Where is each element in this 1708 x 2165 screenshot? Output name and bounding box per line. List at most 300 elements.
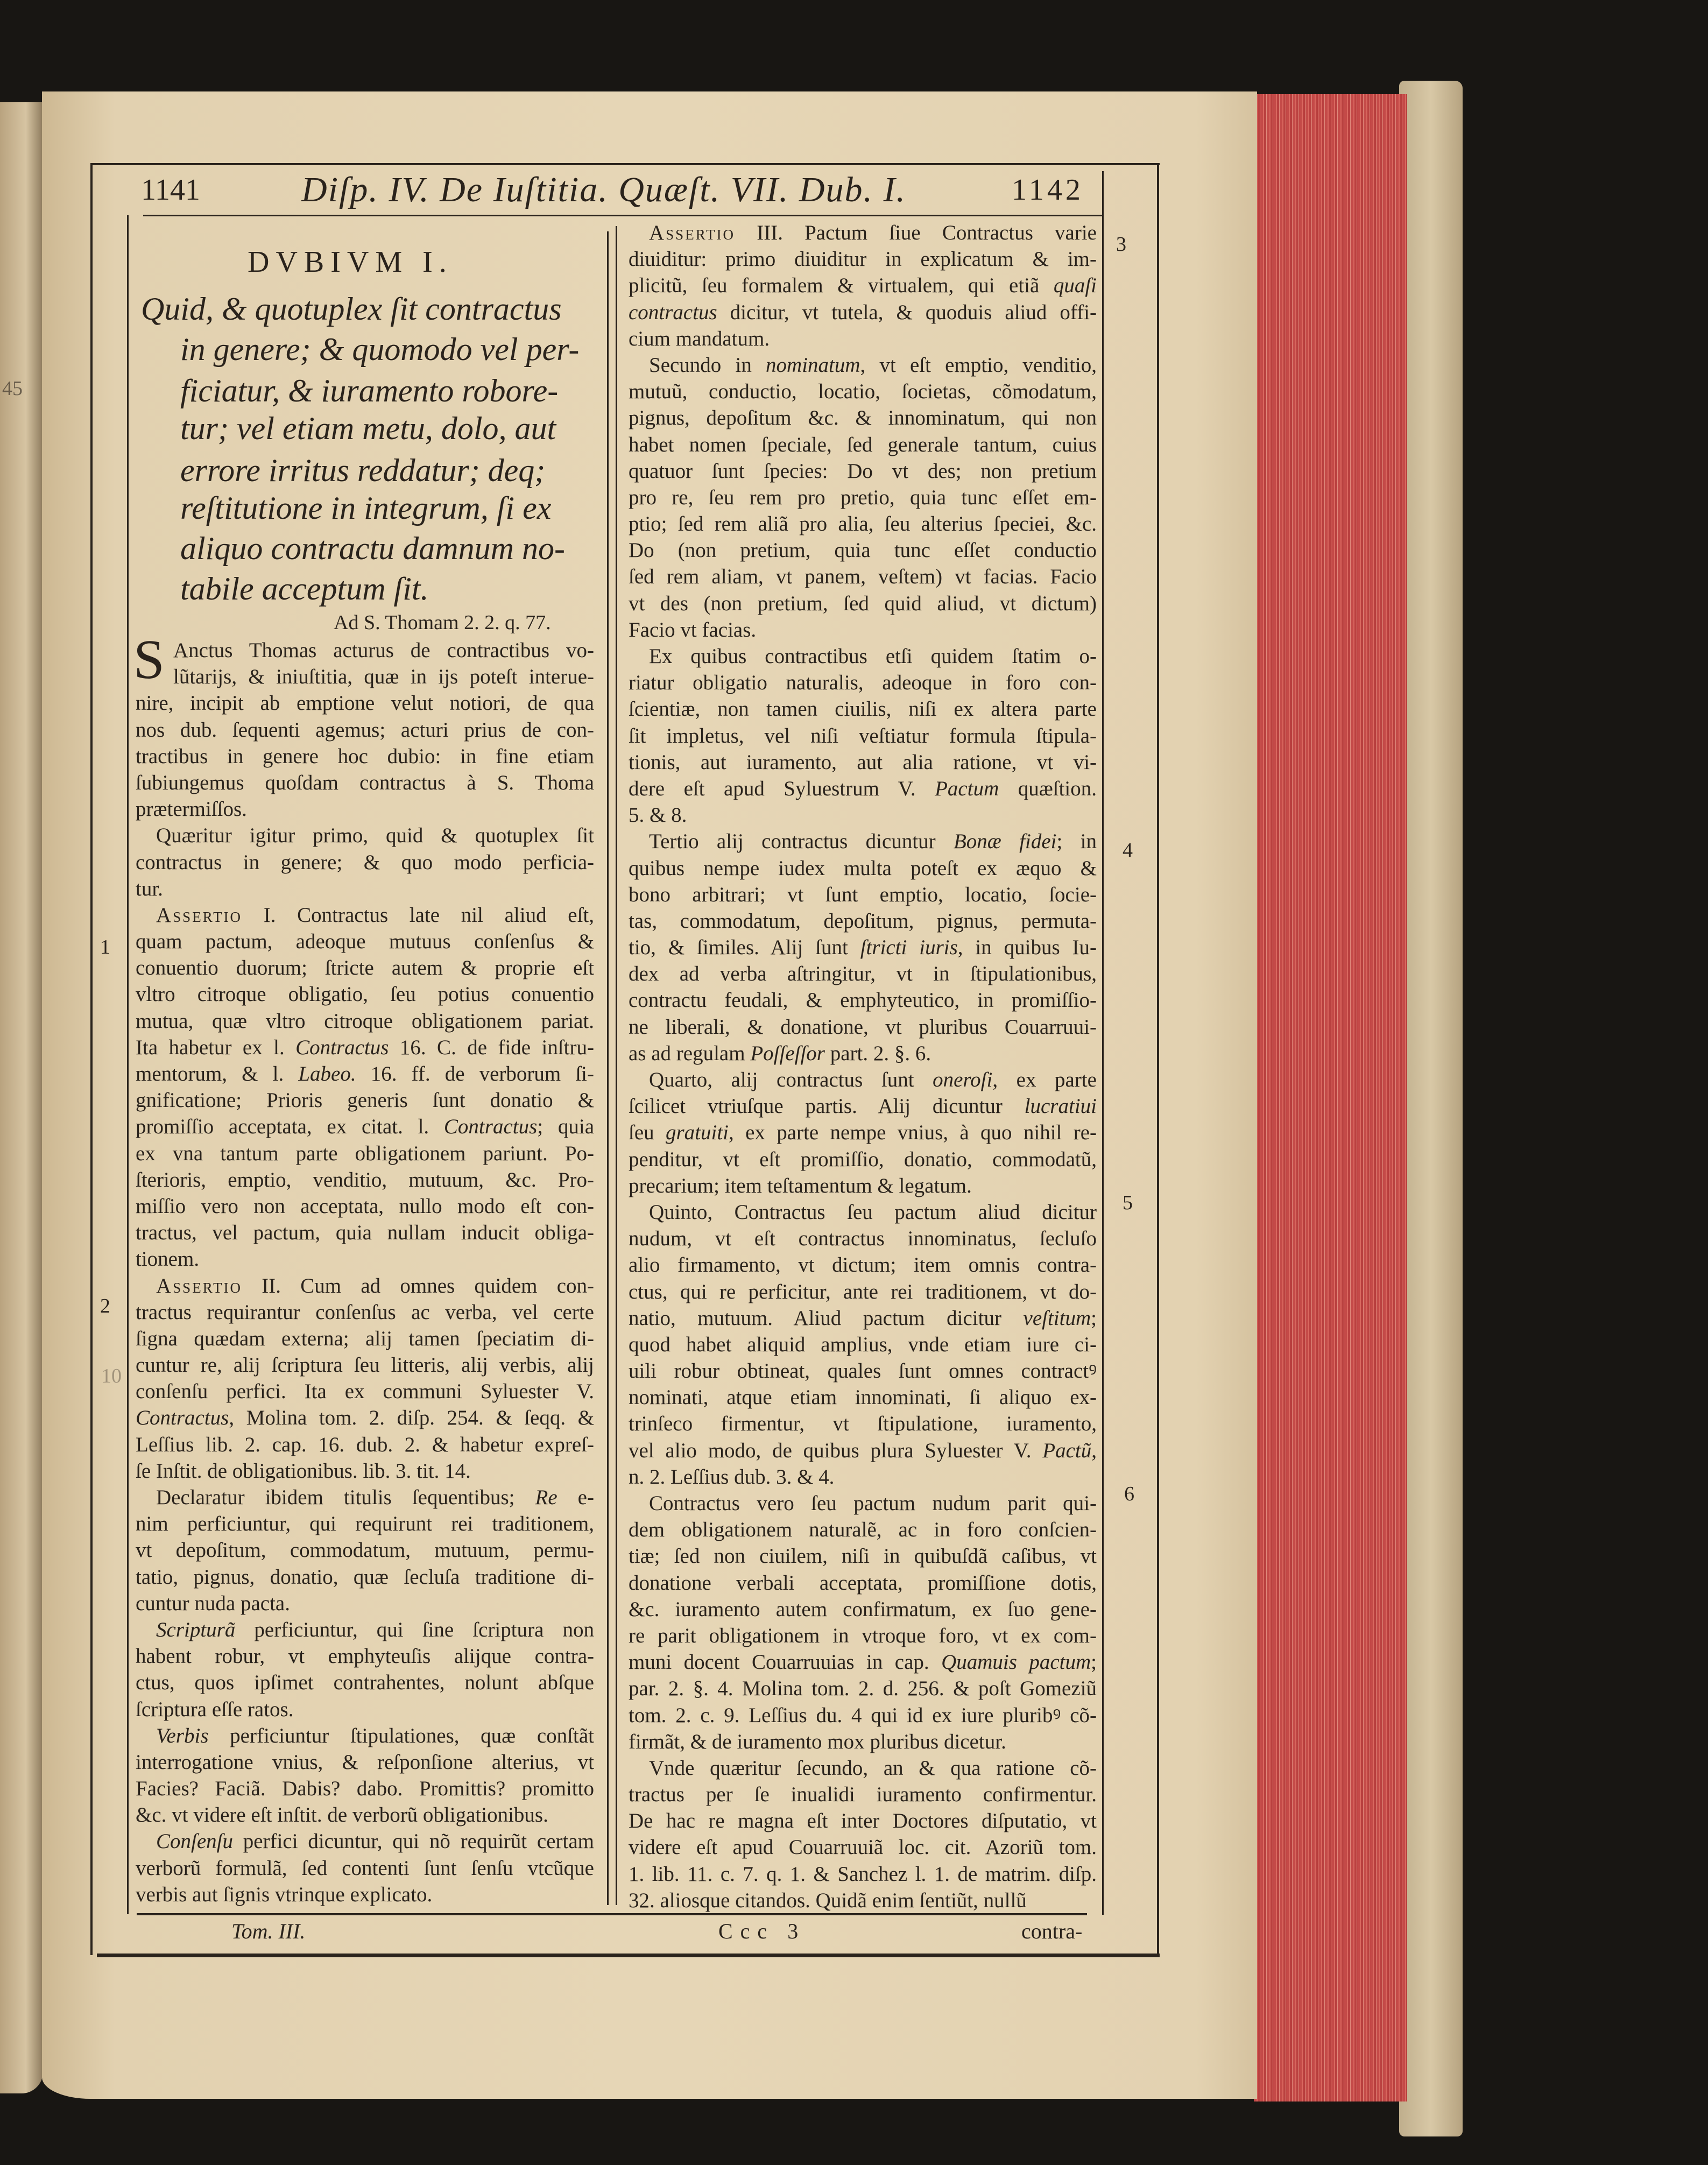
text-line [629,855,1097,881]
text-line-content [136,1405,594,1431]
text-line-content: ſubiungemus quoſdam contractus à S. Thoma [136,771,594,794]
italic-run: Scripturã [156,1618,236,1641]
text-line [136,849,594,876]
text-line-content: quibus nempe iudex multa poteſt ex æquo & [629,856,1097,880]
text-line [136,1458,594,1484]
text-line-content: nominati, atque etiam innominati, ſi aliquo ex- [629,1386,1097,1409]
text-line-content: tractus per ſe inualidi iuramento confirmentur. [629,1783,1097,1807]
text-line [629,352,1097,378]
text-run: II. Cum ad omnes quidem con- [242,1274,594,1297]
question-title-line: in genere; & quomodo vel per- [180,332,580,367]
italic-run: Pactum [935,777,999,800]
text-line-content: vltro citroque obligatio, ſeu potius conuentio [136,983,594,1006]
italic-run: Contractus [136,1406,229,1430]
text-line [629,1543,1097,1569]
text-run: , [1091,1438,1097,1462]
margin-number: 1 [100,936,110,958]
italic-run: quaſi [1053,274,1097,298]
text-line [136,822,594,849]
text-line [629,1623,1097,1649]
text-line-content: Anctus Thomas acturus de contractibus vo- [173,639,594,662]
text-line [136,1484,594,1511]
text-line [629,1305,1097,1331]
text-line-content: &c. iuramento autem confirmatum, ex ſuo gene- [629,1597,1097,1621]
question-title-line: tur; vel etiam metu, dolo, aut [180,411,556,446]
text-line [629,484,1097,511]
text-line-content [649,220,1097,246]
text-line [136,743,594,770]
text-line-content: mutuũ, conductio, locatio, ſocietas, cõmodatum, [629,380,1097,404]
text-line [629,1093,1097,1119]
text-line [136,1881,594,1908]
italic-run: Poſſeſſor [750,1041,825,1065]
text-line-content [156,1484,594,1511]
text-line [136,1775,594,1802]
text-line [136,1537,594,1563]
text-line [629,1675,1097,1702]
text-line [136,1325,594,1352]
text-line-content: tractibus in genere hoc dubio: in fine etiam [136,744,594,768]
text-line [136,1669,594,1696]
text-line [136,1378,594,1405]
question-title-line: reſtitutione in integrum, ſi ex [180,490,552,526]
text-line-content [629,1649,1097,1675]
text-line [136,637,594,664]
text-line [136,770,594,796]
text-line-content [156,902,594,928]
italic-run: Contractus [443,1115,538,1139]
text-line [629,537,1097,563]
question-title-line: ficiatur, & iuramento robore- [180,373,559,408]
italic-run: Conſenſu [156,1830,233,1853]
text-line-content [629,1305,1097,1331]
text-line [629,1808,1097,1834]
text-line-content: tiæ; ſed non ciuilem, niſi in quibuſdã caſibus, vt [629,1545,1097,1568]
text-line-content [156,1617,594,1643]
text-line-content [629,1040,931,1067]
text-line [629,1411,1097,1437]
text-line-content: Do (non pretium, quia tunc eſſet conductio [629,539,1097,562]
text-run: quæſtion. [999,777,1097,800]
text-line-content: Leſſius lib. 2. cap. 16. dub. 2. & habetur expreſ- [136,1433,594,1456]
text-line [136,1590,594,1617]
italic-run: Quamuis pactum [941,1651,1091,1674]
text-line [629,828,1097,855]
text-line-content: 32. aliosque citandos. Quidã enim ſentiũt, nullũ [629,1888,1027,1912]
question-title-line: Quid, & quotuplex ſit contractus [141,291,562,327]
text-line [629,669,1097,696]
text-line [629,961,1097,987]
text-line [136,876,594,902]
text-line-content [156,1723,594,1749]
text-line-content: Facies? Faciã. Dabis? dabo. Promittis? promitto [136,1777,594,1801]
text-run: ; in [1056,830,1097,854]
text-run: ; quia [537,1115,595,1139]
text-line [629,1649,1097,1675]
text-line-content: Facio vt facias. [629,618,757,641]
text-line-content: ſed rem aliam, vt panem, veſtem) vt facias. Facio [629,565,1097,589]
italic-run: lucratiui [1024,1095,1097,1118]
text-run: III. Pactum ſiue Contractus varie [735,221,1097,244]
text-run: part. 2. §. 6. [824,1041,931,1065]
text-line-content: verborũ formulã, ſed contenti ſunt ſenſu vtcũque [136,1856,594,1880]
text-line [136,1008,594,1034]
text-line [629,934,1097,961]
text-line [629,590,1097,617]
text-line-content: contractus in genere; & quo modo perficia- [136,850,594,874]
text-line-content: par. 2. §. 4. Molina tom. 2. d. 256. & poſt Gomeziũ [629,1677,1097,1701]
text-run: 16. C. de fide inſtru- [389,1035,594,1059]
left-page-edge [0,102,43,2093]
book-cover-edge [1399,81,1463,2136]
text-line [629,1384,1097,1411]
text-run: vel alio modo, de quibus plura Syluester V. [629,1438,1043,1462]
text-run: perfici dicuntur, qui nõ requirũt certam [233,1830,594,1853]
text-line-content: ſcientiæ, non tamen ciuilis, niſi ex altera parte [629,697,1097,721]
text-line-content: gnificatione; Prioris generis ſunt donatio & [136,1089,594,1112]
faint-margin-number: 10 [101,1365,122,1387]
text-line-content: dex ad verba aſtringitur, vt in ſtipulationibus, [629,962,1097,986]
text-line [136,1405,594,1431]
italic-run: oneroſi [933,1068,993,1091]
text-line-content: precarium; item teſtamentum & legatum. [629,1174,972,1197]
text-line-content: quatuor ſunt ſpecies: Do vt des; non pretium [629,459,1097,483]
text-run: ſeu [629,1121,666,1145]
text-line [136,1113,594,1140]
text-line [136,717,594,743]
text-line-content: alio firmamento, vt dictum; item omnis contra- [629,1253,1097,1277]
header-rule [143,215,1103,216]
text-line-content: ſigna quædam externa; alij tamen ſpeciatim di- [136,1327,594,1350]
text-line-content [649,828,1097,855]
italic-run: Labeo. [298,1062,356,1085]
text-line [629,1040,1097,1067]
text-line-content: cium mandatum. [629,327,770,350]
text-line-content: Quinto, Contractus ſeu pactum aliud dicitur [649,1200,1097,1224]
text-line-content: diuiditur: primo diuiditur in explicatum & im- [629,248,1097,271]
text-line-content: riatur obligatio naturalis, adeoque in foro con- [629,671,1097,695]
text-line-content: re parit obligationem in vtroque foro, vt ex com- [629,1624,1097,1647]
text-line-content: nire, incipit ab emptione velut notiori, de qua [136,692,594,715]
text-line [629,749,1097,775]
text-line [136,1167,594,1193]
text-line-content: 5. & 8. [629,803,687,827]
text-line-content: ex vna tantum parte obligationem pariunt. Po- [136,1141,594,1165]
text-line-content: conuentio duorum; ſtricte autem & proprie eſt [136,956,594,980]
text-line-content: Quæritur igitur primo, quid & quotuplex ſit [156,824,594,848]
text-line [629,299,1097,326]
italic-run: Pactũ [1042,1438,1092,1462]
italic-run: ſtricti iuris [860,936,958,960]
text-line-content [649,352,1097,378]
text-line-content: tionis, aut iuramento, aut alia ratione, vt vi- [629,750,1097,774]
text-line-content [136,1061,594,1087]
text-line-content [156,1273,594,1299]
text-line [629,246,1097,272]
italic-run: Verbis [156,1724,209,1747]
text-line-content [136,1113,594,1140]
text-line [629,1119,1097,1146]
text-run: ſcilicet vtriuſque partis. Alij dicuntur [629,1095,1025,1118]
text-line [629,802,1097,828]
text-run: muni docent Couarruuias in cap. [629,1651,942,1674]
text-line-content: vt depoſitum, commodatum, mutuum, permu- [136,1539,594,1562]
question-title-line: tabile acceptum ſit. [180,571,429,607]
column-divider-2 [616,226,617,1905]
text-run: Quarto, alij contractus ſunt [649,1068,933,1091]
text-line [136,981,594,1007]
text-line-content: De hac re magna eſt inter Doctores diſputatio, vt [629,1809,1097,1833]
text-line-content: pignus, depoſitum &c. & innominatum, qui non [629,406,1097,430]
left-page-number: 1141 [141,173,200,207]
text-run: , in quibus Iu- [957,936,1097,960]
frame-left-rule [90,163,93,1955]
text-line-content: ſterioris, emptio, venditio, mutuum, &c. Pro- [136,1168,594,1191]
margin-number: 3 [1116,233,1126,256]
text-line-content: uili robur obtineat, quales ſunt omnes contractꝰ [629,1359,1097,1383]
text-line-content: videre eſt apud Couarruuiã loc. cit. Azoriũ tom. [629,1836,1097,1859]
running-title: Diſp. IV. De Iuſtitia. Quæſt. VII. Dub. I. [301,170,907,209]
text-line-content: tionem. [136,1247,200,1271]
text-run: , Molina tom. 2. diſp. 254. & ſeqq. & [229,1406,594,1430]
text-line [629,908,1097,934]
text-line-content: &c. vt videre eſt inſtit. de verborũ obligationibus. [136,1803,548,1827]
text-line-content: interrogatione vnius, & reſponſione alterius, vt [136,1750,594,1774]
text-line [629,643,1097,669]
margin-number: 4 [1123,839,1133,862]
italic-run: Contractus [295,1035,389,1059]
footer-signature: Ccc 3 [718,1919,806,1943]
text-line-content: contractu feudali, & emphyteutico, in promiſſio- [629,989,1097,1012]
text-line [629,696,1097,722]
inner-right-rule [1102,171,1104,1915]
text-run: , ex parte nempe vnius, à quo nihil re- [729,1121,1097,1145]
text-line-content: donatione verbali acceptata, promiſſione dotis, [629,1571,1097,1595]
text-run: natio, mutuum. Aliud pactum dicitur [629,1306,1024,1330]
small-caps-run: Assertio [649,221,736,244]
text-run: dicitur, vt tutela, & quoduis aliud offi- [717,300,1097,324]
text-line [629,378,1097,405]
text-line-content: habent robur, vt emphyteuſis alijque contra- [136,1645,594,1668]
text-line-content: n. 2. Leſſius dub. 3. & 4. [629,1465,835,1489]
text-line-content: Contractus vero ſeu pactum nudum parit qui- [649,1492,1097,1515]
drop-cap: S [133,629,165,690]
text-line [629,1887,1097,1914]
text-line [629,1861,1097,1887]
left-column [136,637,594,1908]
text-line [629,1146,1097,1173]
text-line [629,1331,1097,1358]
text-run: perficiuntur, qui ſine ſcriptura non [235,1618,594,1641]
text-line [136,902,594,928]
text-line-content: tas, commodatum, depoſitum, pignus, permuta- [629,909,1097,933]
text-line [136,1828,594,1854]
margin-number: 5 [1123,1191,1133,1214]
text-line-content: lũtarijs, & iniuſtitia, quæ in ijs poteſt interue- [173,665,594,689]
right-column [629,220,1097,1914]
text-line [629,432,1097,458]
text-line [629,775,1097,802]
text-run: dere eſt apud Syluestrum V. [629,777,935,800]
text-line [629,617,1097,643]
text-line [629,1252,1097,1278]
right-page-number: 1142 [1012,173,1084,207]
text-line-content [629,1093,1097,1119]
text-line-content: tractus, vel pactum, quia nullam inducit obliga- [136,1221,594,1245]
italic-run: Re [535,1486,557,1509]
text-run: ; [1091,1651,1097,1674]
margin-number: 6 [1124,1483,1134,1505]
frame-right-rule [1157,163,1159,1955]
text-line [629,1199,1097,1225]
question-title-line: errore irritus reddatur; deq; [180,453,546,488]
text-line [629,1464,1097,1490]
text-line [629,220,1097,246]
text-line-content: nudum, vt eſt contractus innominatus, ſecluſo [629,1227,1097,1251]
text-line [136,1855,594,1881]
text-line-content: conſenſu perfici. Ita ex communi Syluester V. [136,1380,594,1404]
italic-run: Bonæ fidei [953,830,1057,854]
text-line-content: ſe Inſtit. de obligationibus. lib. 3. tit. 14. [136,1459,471,1483]
text-line [629,1702,1097,1729]
text-line-content: miſſio vero non acceptata, nullo modo eſt con- [136,1194,594,1218]
text-line [629,1279,1097,1305]
text-run: , vt eſt emptio, venditio, [860,353,1097,377]
text-line-content: mutua, quæ vltro citroque obligationem pariat. [136,1009,594,1033]
text-line [629,1358,1097,1384]
text-run: Ita habetur ex l. [136,1035,296,1059]
text-run: plicitũ, ſeu formalem & virtualem, qui etiã [629,274,1054,298]
text-line [629,987,1097,1013]
text-line-content: tur. [136,877,163,900]
text-line [136,1061,594,1087]
text-line-content [629,1119,1097,1146]
frame-top-rule [91,163,1160,165]
text-line [136,1219,594,1246]
text-line-content: nim perficiuntur, qui requirunt rei traditionem, [136,1512,594,1536]
text-line-content: prætermiſſos. [136,798,247,821]
text-line [629,881,1097,908]
text-line [136,796,594,822]
text-run: Tertio alij contractus dicuntur [649,830,954,854]
text-line [136,1723,594,1749]
red-page-edges [1254,94,1407,2101]
text-run: tio, & ſimiles. Alij ſunt [629,936,860,960]
italic-run: contractus [629,300,717,324]
text-line-content: verbis aut ſignis vtrinque explicato. [136,1882,433,1906]
text-line-content: ſit impletus, vel niſi veſtiatur formula ſtipula- [629,724,1097,747]
text-line [629,563,1097,590]
inner-left-rule [127,215,129,1914]
text-line [136,1431,594,1458]
text-line [629,1490,1097,1517]
text-line [136,1193,594,1219]
italic-run: nominatum [766,353,860,377]
text-line-content: dem obligationem naturalẽ, ac in foro conſcien- [629,1518,1097,1542]
text-line [629,1225,1097,1252]
thomas-reference: Ad S. Thomam 2. 2. q. 77. [334,611,551,634]
column-divider [607,231,609,1905]
text-line [136,1140,594,1167]
text-line-content [136,1034,594,1061]
text-line [629,326,1097,352]
text-line [136,664,594,690]
text-line [136,690,594,716]
text-run: perficiuntur ſtipulationes, quæ conſtãt [208,1724,594,1747]
text-line-content [629,775,1097,802]
text-line-content: cuntur re, alij ſcriptura ſeu litteris, alij verbis, alij [136,1353,594,1377]
text-line-content: trinſeco firmentur, vt ſtipulatione, iuramento, [629,1412,1097,1436]
text-line-content: tom. 2. c. 9. Leſſius du. 4 qui id ex iure pluribꝰ cõ- [629,1703,1097,1727]
text-line [136,1617,594,1643]
text-line [136,1564,594,1590]
small-caps-run: Assertio [156,1274,243,1297]
text-line-content: Ex quibus contractibus etſi quidem ſtatim o- [649,645,1097,668]
text-line-content: firmãt, & de iuramento mox pluribus dicetur. [629,1730,1006,1753]
text-line-content: quod habet aliquid amplius, vnde etiam iure ci- [629,1332,1097,1356]
text-line [136,928,594,955]
frame-bottom-rule [97,1954,1160,1957]
text-line [136,1749,594,1775]
text-line [629,1570,1097,1596]
text-line-content: ctus, qui re perficitur, ante rei traditionem, vt do- [629,1280,1097,1303]
text-line-content: Vnde quæritur ſecundo, an & qua ratione cõ- [649,1756,1097,1780]
footer-volume: Tom. III. [231,1919,306,1943]
text-line [629,1517,1097,1543]
faint-margin-number: 45 [2,377,23,400]
small-caps-run: Assertio [156,903,243,927]
text-run: I. Contractus late nil aliud eſt, [242,903,594,927]
text-line [136,1696,594,1723]
text-line [136,955,594,981]
text-line-content: ne liberali, & donatione, vt pluribus Couarruui- [629,1015,1097,1039]
text-line-content: penditur, vt eſt promiſſio, donatio, commodatũ, [629,1147,1097,1171]
dubium-heading: DVBIVM I. [248,245,453,279]
text-line [629,1755,1097,1781]
text-line-content: cuntur nuda pacta. [136,1591,290,1615]
text-line-content [156,1828,594,1854]
text-line-content: 1. lib. 11. c. 7. q. 1. & Sanchez l. 1. de matrim. diſp. [629,1862,1097,1886]
text-line [629,1834,1097,1860]
text-line [629,1781,1097,1808]
text-line [629,1014,1097,1040]
footer-catchword: contra- [1021,1919,1083,1943]
text-line-content: tatio, pignus, donatio, quæ ſecluſa traditione di- [136,1565,594,1589]
text-line [629,405,1097,431]
text-line [136,1246,594,1272]
text-line-content [629,934,1097,961]
text-line [629,1437,1097,1464]
text-line [136,1352,594,1378]
text-line-content: tractus requirantur conſenſus ac verba, vel certe [136,1300,594,1324]
text-run: Secundo in [649,353,766,377]
text-line-content: ſcriptura eſſe ratos. [136,1697,294,1721]
text-line [629,723,1097,749]
text-run: 16. ff. de verborum ſi- [356,1062,595,1085]
text-run: mentorum, & l. [136,1062,299,1085]
text-line [629,511,1097,537]
text-run: ; [1091,1306,1097,1330]
text-line-content [629,272,1097,299]
text-line-content: habet nomen ſpeciale, ſed generale tantum, cuius [629,433,1097,456]
text-line [629,272,1097,299]
text-line [136,1643,594,1669]
text-line [136,1299,594,1325]
italic-run: veſtitum [1023,1306,1091,1330]
text-line-content: quam pactum, adeoque mutuus conſenſus & [136,930,594,954]
text-run: , ex parte [992,1068,1097,1091]
text-run: promiſſio acceptata, ex citat. l. [136,1115,444,1139]
